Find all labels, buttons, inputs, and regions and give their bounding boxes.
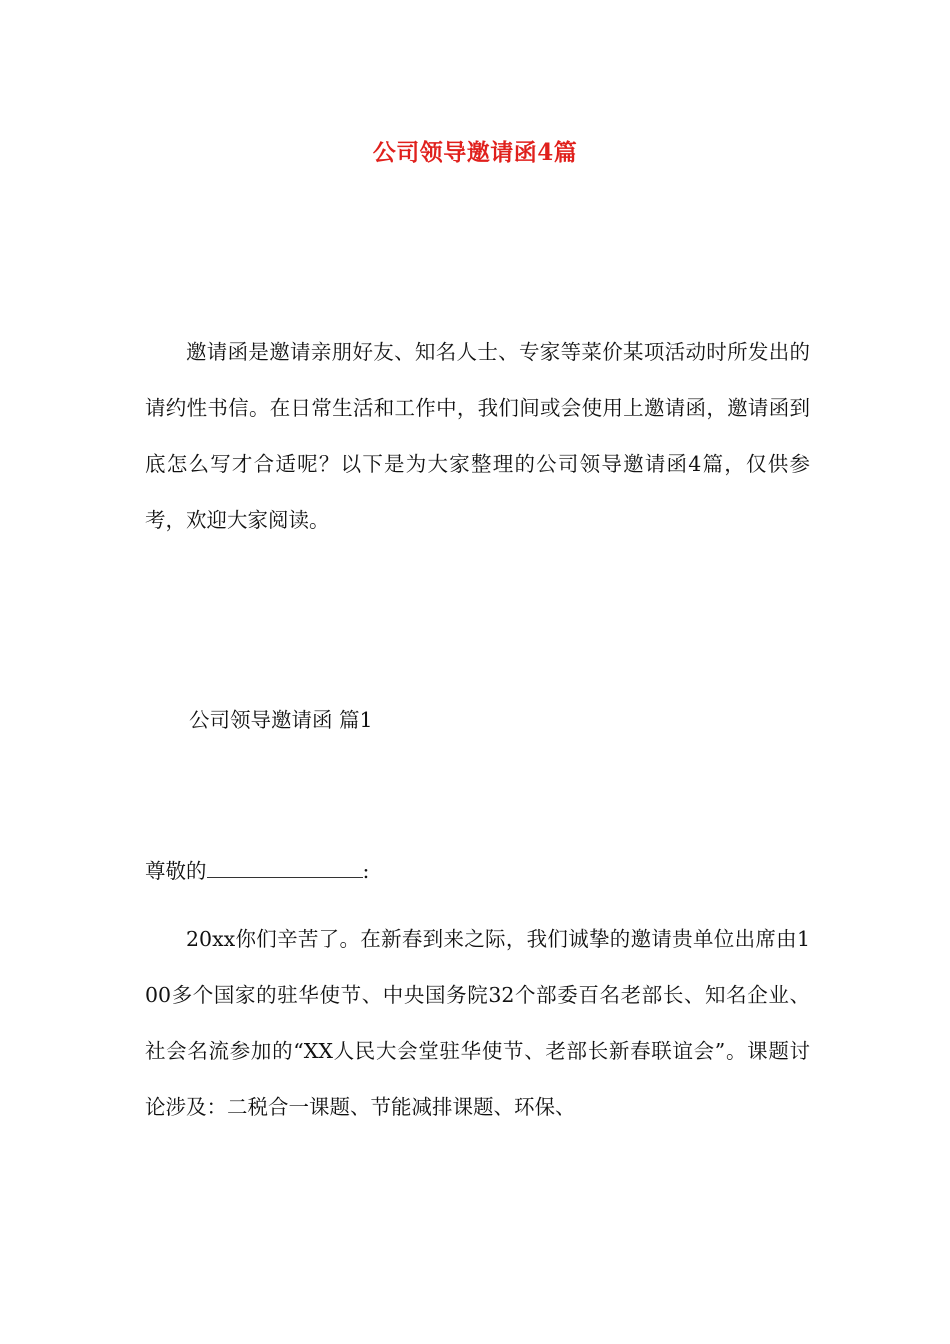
section-heading: 公司领导邀请函 篇1 — [189, 708, 373, 732]
body-paragraph: 20xx你们辛苦了。在新春到来之际，我们诚挚的邀请贵单位出席由100多个国家的驻华使节、中央国务院32个部委百名老部长、知名企业、社会名流参加的“XX人民大会堂驻华使节、老部长新春联谊会”。课题讨论涉及：二税合一课题、节能减排课题、环保、 — [145, 927, 810, 1119]
salutation — [145, 854, 369, 884]
recipient-blank-line — [207, 859, 363, 878]
document-title: 公司领导邀请函4篇 — [372, 139, 578, 166]
salutation-suffix: : — [362, 859, 370, 883]
intro-paragraph: 邀请函是邀请亲朋好友、知名人士、专家等菜价某项活动时所发出的请约性书信。在日常生活和工作中，我们间或会使用上邀请函，邀请函到底怎么写才合适呢？以下是为大家整理的公司领导邀请函4篇，仅供参考，欢迎大家阅读。 — [145, 340, 810, 532]
salutation-prefix: 尊敬的 — [145, 859, 207, 883]
